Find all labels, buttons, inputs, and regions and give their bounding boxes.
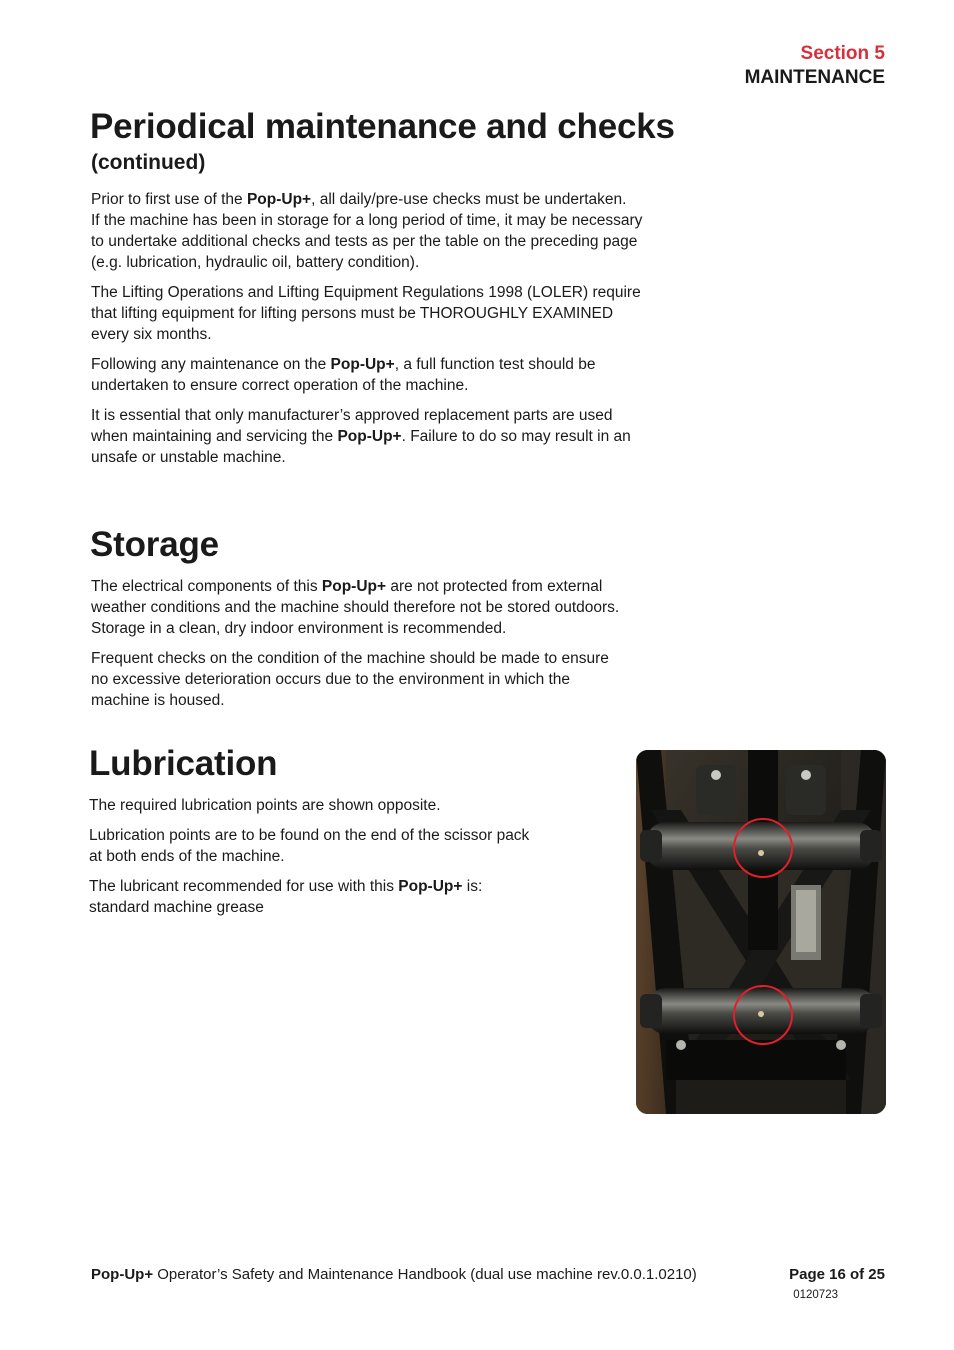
text-run: , a full function test should be (394, 356, 596, 373)
text-line: It is essential that only manufacturer’s approved replacement parts are used (91, 407, 613, 424)
text-run: when maintaining and servicing the (91, 428, 338, 445)
text-run: The lubricant recommended for use with this (89, 878, 399, 895)
lubrication-paragraph-3 (89, 876, 609, 918)
lubrication-paragraph-2 (89, 825, 609, 867)
text-line: that lifting equipment for lifting persons must be THOROUGHLY EXAMINED (91, 305, 614, 322)
storage-paragraph-2 (91, 648, 711, 711)
storage-title: Storage (90, 525, 219, 564)
text-line: every six months. (91, 326, 212, 343)
text-run: . Failure to do so may result in an (401, 428, 631, 445)
text-line: Lubrication points are to be found on the end of the scissor pack (89, 827, 530, 844)
product-name: Pop-Up+ (321, 578, 387, 595)
section-header (745, 42, 885, 90)
periodical-paragraph-2 (91, 282, 711, 345)
lubrication-title: Lubrication (89, 744, 278, 783)
text-line: machine is housed. (91, 692, 225, 709)
periodical-paragraph-4 (91, 405, 711, 468)
page-number: Page 16 of 25 (789, 1266, 885, 1283)
text-line: If the machine has been in storage for a long period of time, it may be necessary (91, 212, 643, 229)
text-line: no excessive deterioration occurs due to the environment in which the (91, 671, 571, 688)
text-line: (e.g. lubrication, hydraulic oil, battery condition). (91, 254, 420, 271)
product-name: Pop-Up+ (337, 428, 402, 445)
product-name: Pop-Up+ (330, 356, 395, 373)
text-line: at both ends of the machine. (89, 848, 285, 865)
scissor-pack-illustration (636, 750, 886, 1114)
text-run: The electrical components of this (91, 578, 322, 595)
text-run: , all daily/pre-use checks must be undertaken. (311, 191, 627, 208)
text-line: undertaken to ensure correct operation of the machine. (91, 377, 469, 394)
periodical-title: Periodical maintenance and checks (90, 107, 675, 146)
periodical-paragraph-3 (91, 354, 711, 396)
text-line: Storage in a clean, dry indoor environment is recommended. (91, 620, 507, 637)
product-name: Pop-Up+ (246, 191, 312, 208)
lubrication-paragraph-1: The required lubrication points are shown opposite. (89, 797, 441, 814)
lubrication-body (89, 795, 609, 918)
text-run: Prior to first use of the (91, 191, 247, 208)
lubrication-photo (636, 750, 886, 1114)
text-line: to undertake additional checks and tests as per the table on the preceding page (91, 233, 638, 250)
text-line: weather conditions and the machine should therefore not be stored outdoors. (91, 599, 620, 616)
footer-title (91, 1265, 697, 1285)
text-run: is: (462, 878, 483, 895)
text-run: are not protected from external (386, 578, 603, 595)
text-line: The Lifting Operations and Lifting Equipment Regulations 1998 (LOLER) require (91, 284, 641, 301)
periodical-body (91, 189, 711, 468)
section-number: Section 5 (800, 43, 885, 64)
section-name: MAINTENANCE (744, 67, 885, 88)
product-name: Pop-Up+ (398, 878, 463, 895)
document-code: 0120723 (793, 1289, 838, 1301)
footer-handbook: Operator’s Safety and Maintenance Handbook (dual use machine rev.0.0.1.0210) (153, 1266, 697, 1283)
text-line: standard machine grease (89, 899, 264, 916)
text-line: unsafe or unstable machine. (91, 449, 286, 466)
storage-paragraph-1 (91, 576, 711, 639)
periodical-subtitle: (continued) (91, 151, 206, 174)
text-line: Frequent checks on the condition of the machine should be made to ensure (91, 650, 609, 667)
periodical-paragraph-1 (91, 189, 711, 273)
storage-body (91, 576, 711, 711)
text-run: Following any maintenance on the (91, 356, 331, 373)
footer-product: Pop-Up+ (91, 1266, 154, 1283)
